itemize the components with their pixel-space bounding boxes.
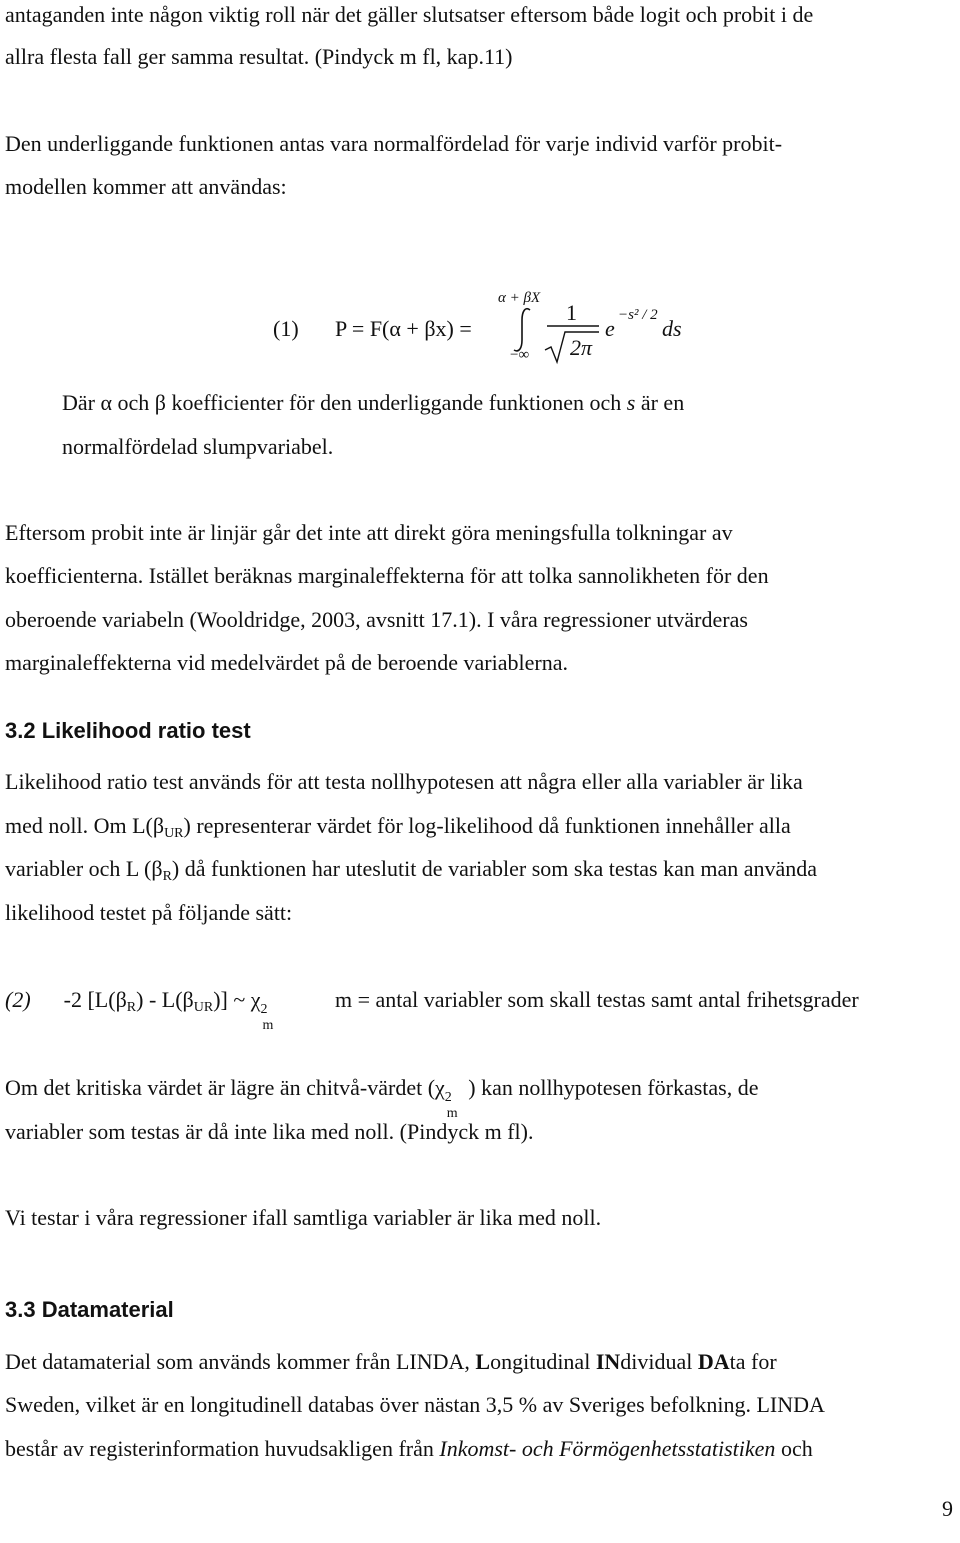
exp-power: −s² / 2 [618,307,658,323]
probit-line-1: Den underliggande funktionen antas vara normalfördelad för varje individ varför probit- [5,131,783,156]
data-line-3: består av registerinformation huvudsakligen från Inkomst- och Förmögenhetsstatistiken och [5,1436,813,1461]
intro-line-1: antaganden inte någon viktig roll när det gäller slutsatser eftersom både logit och probit i de [5,2,814,27]
page-number: 9 [942,1496,953,1521]
lr-line-2: med noll. Om $L(\beta_{UR})$ representerar värdet för log-likelihood då funktionen innehåller alla [5,813,791,841]
lr-line-3: variabler och L $(\beta_R)$ då funktionen har uteslutit de variabler som ska testas kan man använda [5,856,818,884]
equation-2: (2) -2 $[L(\beta_R) - L(\beta_{UR})]$ ~ χ 2 m [5,987,274,1033]
section-3-3-heading: 3.3 Datamaterial [5,1297,174,1322]
section-3-2-heading: 3.2 Likelihood ratio test [5,718,251,743]
equation-1-explanation-line-1: Där α och β koefficienter för den underliggande funktionen och s är en [62,390,685,415]
differential: ds [662,316,682,341]
equation-1-explanation-line-2: normalfördelad slumpvariabel. [62,434,334,459]
fraction-numerator: 1 [566,300,577,325]
equation-1-number: (1) [273,316,299,341]
integral-upper-limit: α + βX [498,290,541,306]
equation-1-lhs: P = F(α + βx) = [335,316,472,341]
radicand: 2π [570,335,593,360]
lr-line-4: likelihood testet på följande sätt: [5,900,293,925]
marginal-line-4: marginaleffekterna vid medelvärdet på de beroende variablerna. [5,650,568,675]
intro-line-2: allra flesta fall ger samma resultat. (Pindyck m fl, kap.11) [5,44,513,69]
critical-line-1: Om det kritiska värdet är lägre än chitvå-värdet (χ 2 m ) kan nollhypotesen förkastas, de [5,1075,759,1121]
exp-base: e [605,316,615,341]
integral-lower-limit: −∞ [510,347,530,363]
equation-2-number: (2) [5,987,31,1012]
lr-line-1: Likelihood ratio test används för att testa nollhypotesen att några eller alla variabler är lika [5,769,803,794]
test-line-1: Vi testar i våra regressioner ifall samtliga variabler är lika med noll. [5,1205,602,1230]
probit-line-2: modellen kommer att användas: [5,174,287,199]
equation-2-note: m = antal variabler som skall testas samt antal frihetsgrader [335,987,859,1012]
marginal-line-3: oberoende variabeln (Wooldridge, 2003, avsnitt 17.1). I våra regressioner utvärderas [5,607,748,632]
data-line-1: Det datamaterial som används kommer från LINDA, Longitudinal INdividual DAta for [5,1349,777,1374]
marginal-line-2: koefficienterna. Istället beräknas marginaleffekterna för att tolka sannolikheten för den [5,563,769,588]
marginal-line-1: Eftersom probit inte är linjär går det inte att direkt göra meningsfulla tolkningar av [5,520,733,545]
data-line-2: Sweden, vilket är en longitudinell databas över nästan 3,5 % av Sveriges befolkning. LINDA [5,1392,825,1417]
integral-sign-icon [508,306,538,354]
critical-line-2: variabler som testas är då inte lika med noll. (Pindyck m fl). [5,1119,534,1144]
